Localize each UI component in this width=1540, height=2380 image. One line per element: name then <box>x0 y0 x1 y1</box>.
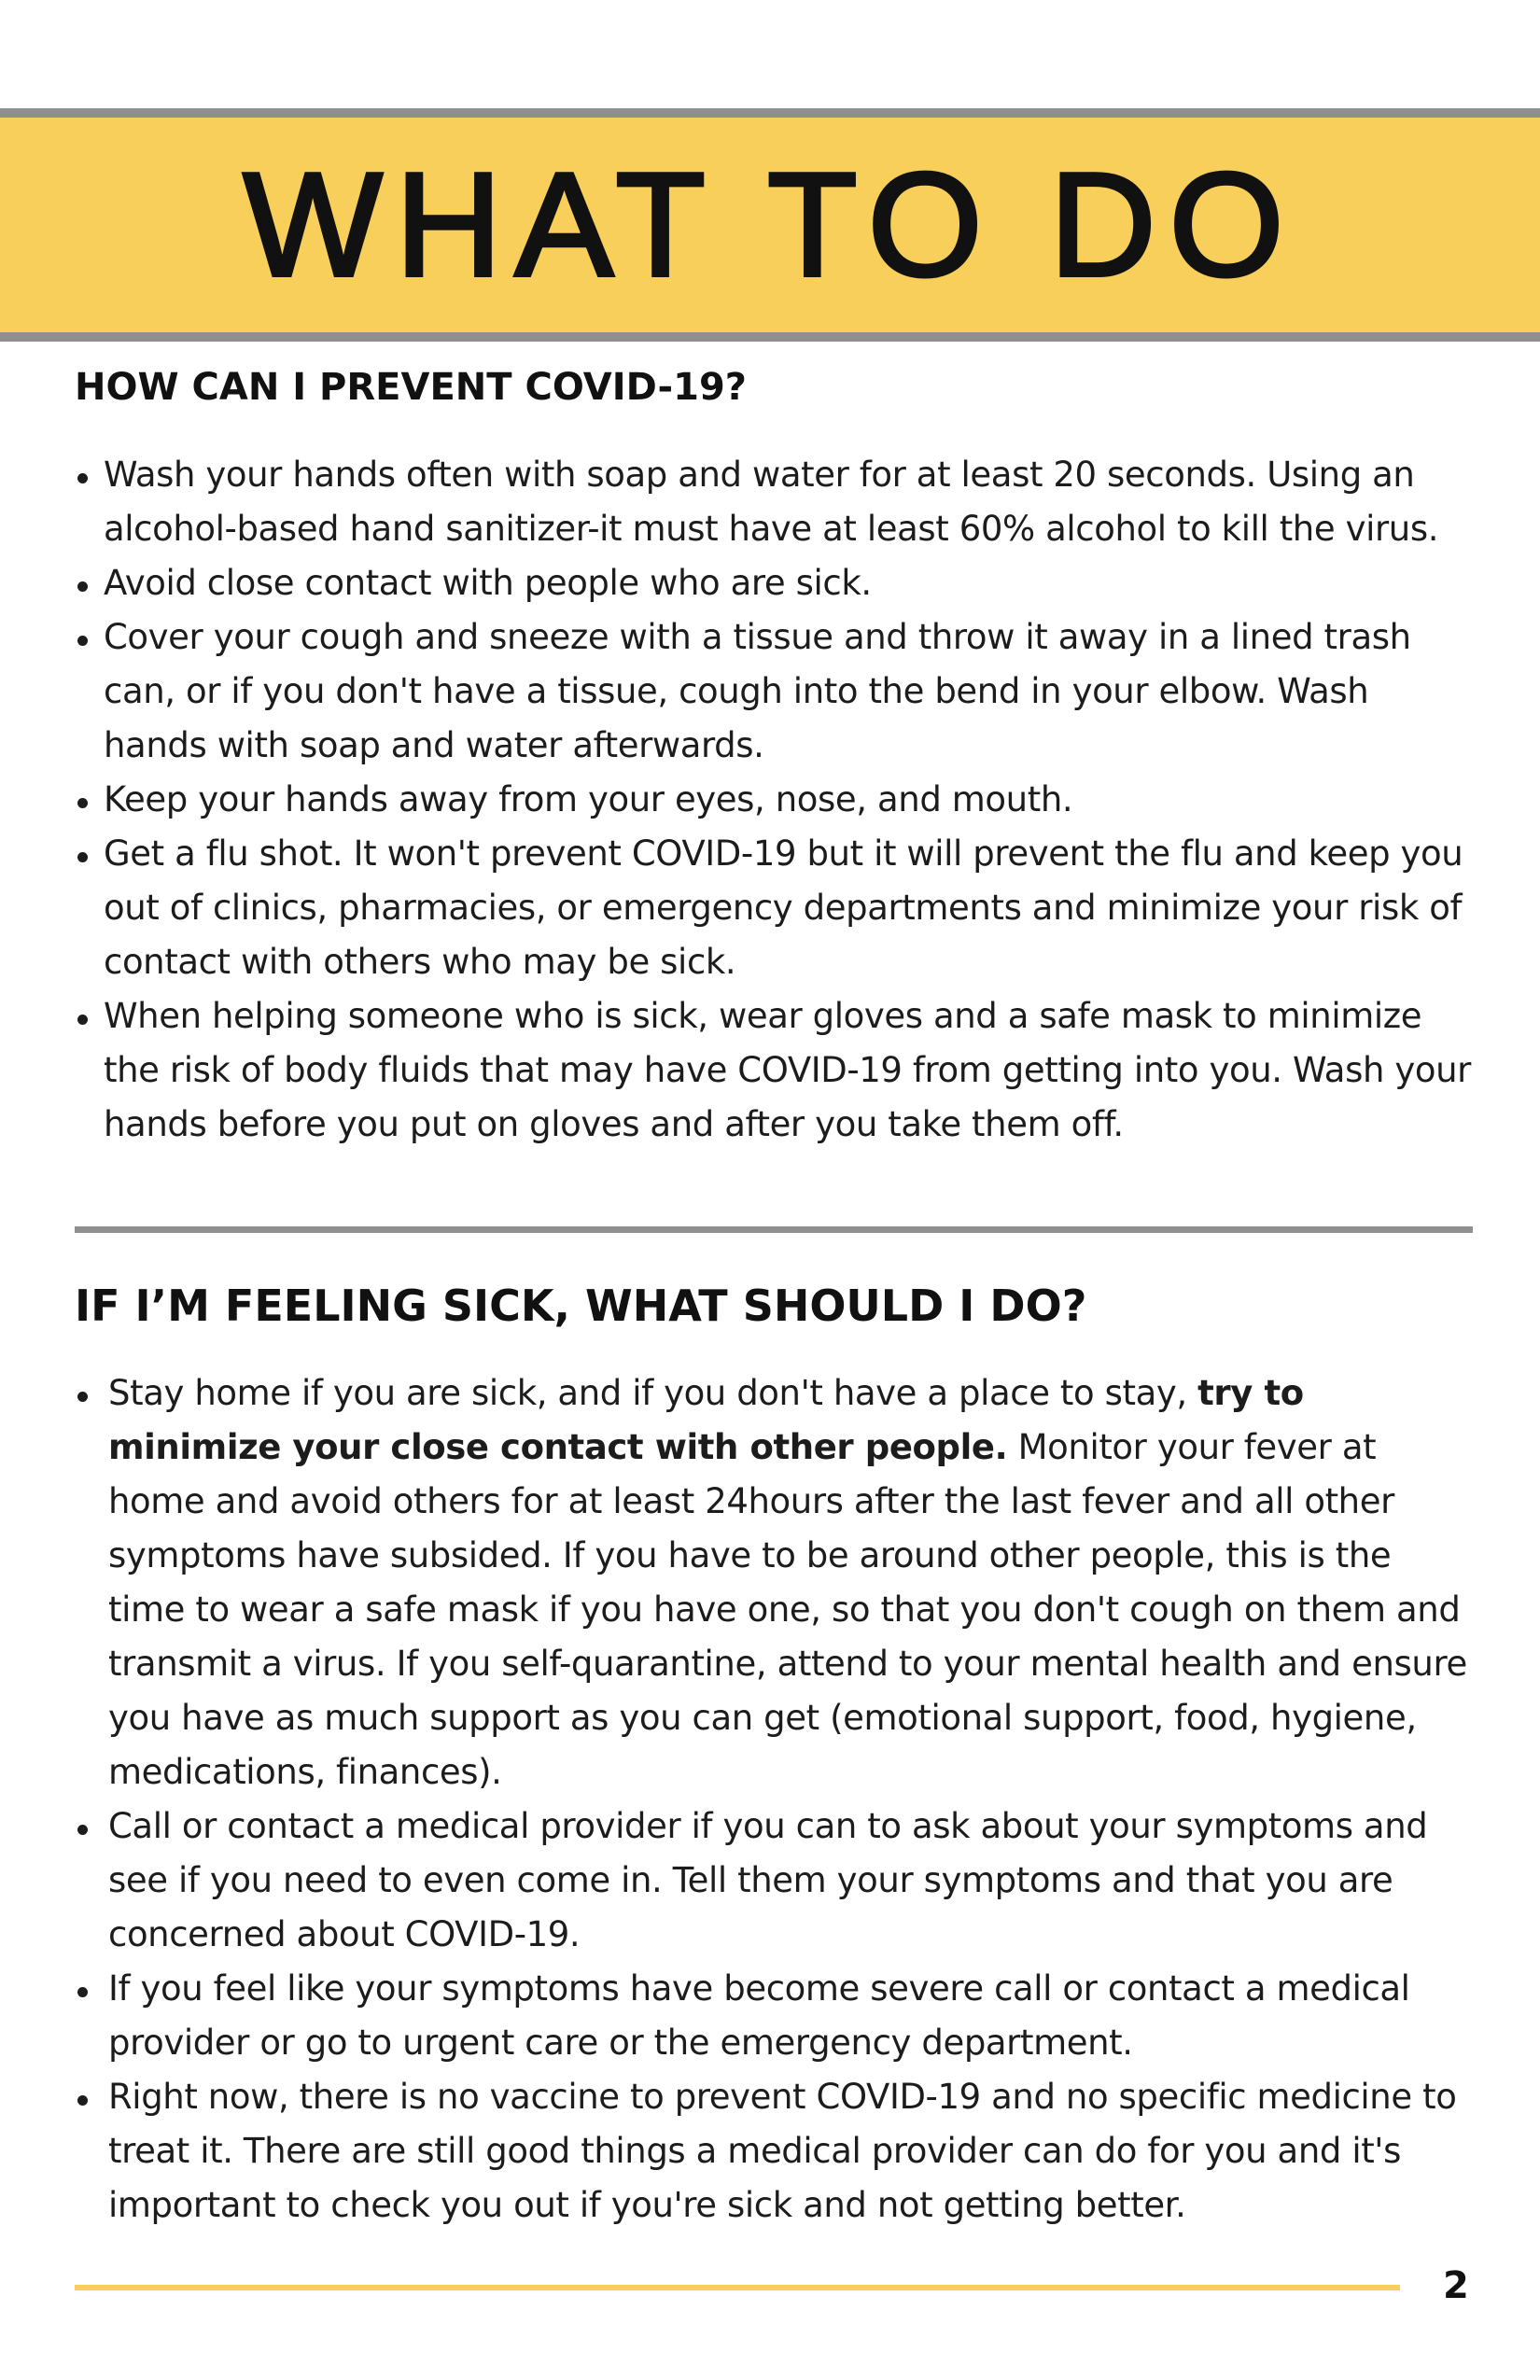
list-item: Get a flu shot. It won't prevent COVID-19 but it will prevent the flu and keep you out of clinics, pharmacies, or emergency departments and minimize your risk of contact with others who may be sick. <box>75 827 1475 989</box>
title-banner <box>0 108 1540 342</box>
prevent-heading: HOW CAN I PREVENT COVID-19? <box>75 366 747 409</box>
list-item: Wash your hands often with soap and water for at least 20 seconds. Using an alcohol-based hand sanitizer-it must have at least 60% alcohol to kill the virus. <box>75 448 1475 556</box>
footer-rule <box>75 2285 1400 2290</box>
list-item: When helping someone who is sick, wear gloves and a safe mask to minimize the risk of body fluids that may have COVID-19 from getting into you. Wash your hands before you put on gloves and after you take them off. <box>75 989 1475 1152</box>
list-item: If you feel like your symptoms have become severe call or contact a medical provider or go to urgent care or the emergency department. <box>75 1962 1475 2070</box>
prevent-list <box>75 448 1475 1152</box>
sick-list <box>75 1366 1475 2233</box>
list-item-text: Stay home if you are sick, and if you don't have a place to stay, <box>108 1373 1198 1413</box>
section-divider <box>75 1226 1473 1233</box>
list-item: Call or contact a medical provider if you can to ask about your symptoms and see if you need to even come in. Tell them your symptoms and that you are concerned about COVID-19. <box>75 1799 1475 1962</box>
list-item-text: Monitor your fever at home and avoid others for at least 24hours after the last fever and all other symptoms have subsided. If you have to be around other people, this is the time to wear a safe mask if you have one, so that you don't cough on them and transmit a virus. If you self-quarantine, attend to your mental health and ensure you have as much support as you can get (emotional support, food, hygiene, medications, finances). <box>108 1427 1467 1792</box>
list-item: Avoid close contact with people who are sick. <box>75 556 1475 610</box>
list-item-emphasis: try to minimize your close contact with other people. <box>108 1373 1304 1467</box>
page-title: WHAT TO DO <box>243 143 1297 307</box>
sick-section <box>75 1281 1475 2233</box>
list-item <box>75 1366 1475 1799</box>
list-item: Cover your cough and sneeze with a tissue and throw it away in a lined trash can, or if you don't have a tissue, cough into the bend in your elbow. Wash hands with soap and water afterwards. <box>75 610 1475 773</box>
list-item: Keep your hands away from your eyes, nose, and mouth. <box>75 773 1475 827</box>
sick-heading: IF I’M FEELING SICK, WHAT SHOULD I DO? <box>75 1281 1087 1331</box>
list-item: Right now, there is no vaccine to prevent COVID-19 and no specific medicine to treat it. There are still good things a medical provider can do for you and it's important to check you out if you're sick and not getting better. <box>75 2070 1475 2233</box>
page-number: 2 <box>1443 2264 1469 2307</box>
prevent-section <box>75 366 1475 1152</box>
